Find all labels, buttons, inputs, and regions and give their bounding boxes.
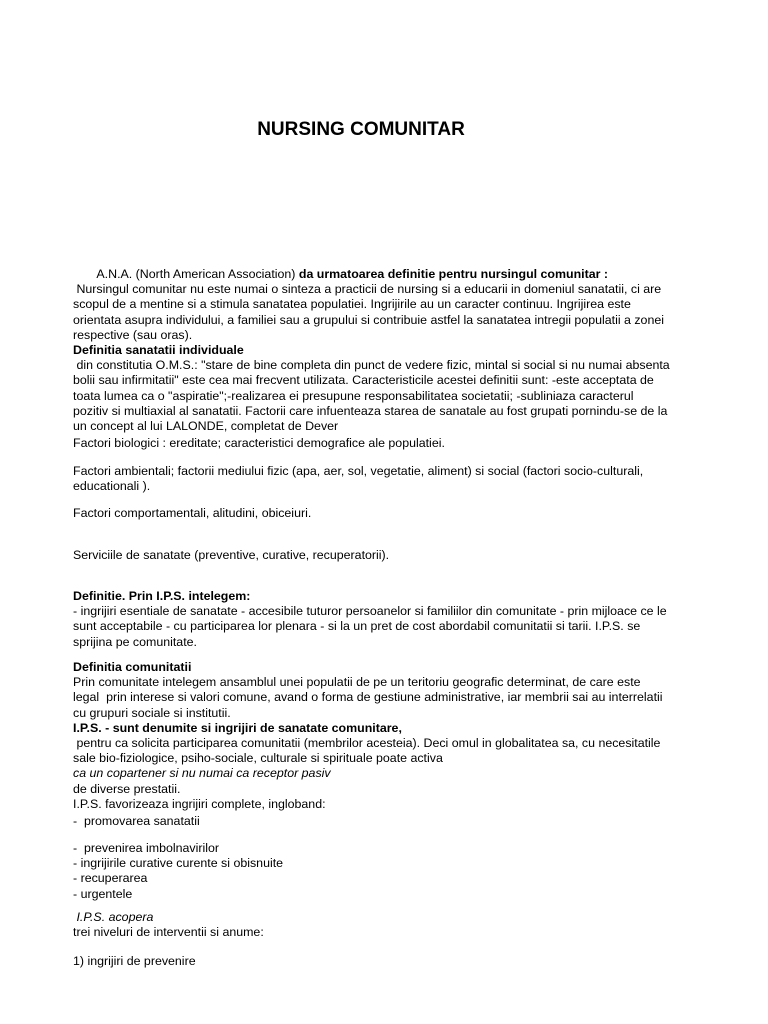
text-line: orientata asupra individului, a familiei sau a grupului si contribuie astfel la sanatatea intregii populatii a zonei	[73, 312, 664, 327]
factor-servicii	[73, 548, 701, 563]
text-line: sale bio-fiziologice, psiho-sociale, culturale si spirituale poate activa	[73, 751, 443, 766]
text-line: bolii sau infirmitatii" este cea mai frecvent utilizata. Caracteristicile acestei definitii sunt: -este acceptata de	[73, 373, 654, 388]
text-line: legal prin interese si valori comune, avand o forma de gestiune administrative, iar membrii sai au interrelatii	[73, 690, 663, 705]
text-line: un concept al lui LALONDE, completat de Dever	[73, 419, 339, 434]
list-promovare	[73, 814, 701, 829]
intro-paragraph	[73, 267, 701, 434]
list-item: - prevenirea imbolnavirilor	[73, 841, 219, 855]
text-line: Prin comunitate intelegem ansamblul unei populatii de pe un teritoriu geografic determinat, de care este	[73, 675, 641, 690]
intervention-list	[73, 841, 701, 902]
level-one	[73, 954, 701, 969]
factor-ambiental	[73, 464, 701, 494]
section-heading-sanatate: Definitia sanatatii individuale	[73, 343, 244, 358]
ips-definition	[73, 589, 701, 650]
document-title: NURSING COMUNITAR	[257, 119, 465, 140]
text-line: Factori biologici : ereditate; caracteristici demografice ale populatiei.	[73, 436, 445, 450]
section-heading-ips: Definitie. Prin I.P.S. intelegem:	[73, 589, 251, 603]
italic-line: ca un copartener si nu numai ca receptor pasiv	[73, 766, 331, 781]
text-line: I.P.S. favorizeaza ingrijiri complete, ingloband:	[73, 796, 326, 811]
text-line: respective (sau oras).	[73, 327, 193, 342]
list-item: 1) ingrijiri de prevenire	[73, 954, 196, 968]
text-line: sunt acceptabile - cu participarea lor plenara - si la un pret de cost abordabil comunitatii si tarii. I.P.S. se	[73, 619, 641, 634]
text-line: Serviciile de sanatate (preventive, curative, recuperatorii).	[73, 548, 390, 562]
text-line: Factori ambientali; factorii mediului fizic (apa, aer, sol, vegetatie, aliment) si social (factori socio-culturali,	[73, 464, 644, 478]
factor-comportamental	[73, 506, 701, 521]
italic-line: I.P.S. acopera	[73, 910, 154, 924]
list-item: - ingrijirile curative curente si obisnuite	[73, 856, 284, 871]
text-line: pentru ca solicita participarea comunitatii (membrilor acesteia). Deci omul in globalitatea sa, cu necesitatile	[73, 736, 661, 751]
intro-lead-line	[73, 267, 701, 282]
text-line: Factori comportamentali, alitudini, obiceiuri.	[73, 506, 312, 520]
intro-lead: A.N.A. (North American Association)	[73, 267, 299, 281]
intro-lead-bold: da urmatoarea definitie pentru nursingul comunitar :	[298, 267, 608, 281]
text-line: de diverse prestatii.	[73, 781, 181, 796]
text-line: pozitiv si multiaxial al sanatatii. Factorii care infuenteaza starea de sanatale au fost grupati pornindu-se de la	[73, 403, 668, 418]
text-line: trei niveluri de interventii si anume:	[73, 925, 264, 940]
factor-biologic	[73, 436, 701, 451]
text-line: toata lumea ca o "aspiratie";-realizarea ei presupune responsabilitatea societatii; -subliniaza caracterul	[73, 388, 634, 403]
list-item: - recuperarea	[73, 871, 148, 886]
section-heading-ips-comunitare: I.P.S. - sunt denumite si ingrijiri de sanatate comunitare,	[73, 720, 402, 735]
community-definition	[73, 660, 701, 812]
list-item: - promovarea sanatatii	[73, 814, 200, 828]
ips-acopera	[73, 910, 701, 940]
text-line: scopul de a mentine si a stimula sanatatea populatiei. Ingrijirile au un caracter continuu. Ingrijirea este	[73, 297, 631, 312]
text-line: Nursingul comunitar nu este numai o sinteza a practicii de nursing si a educarii in domeniul sanatatii, ci are	[73, 282, 662, 297]
list-item: - urgentele	[73, 886, 133, 901]
text-line: - ingrijiri esentiale de sanatate - accesibile tuturor persoanelor si familiilor din comunitate - prin mijloace ce le	[73, 604, 667, 619]
text-line: educationali ).	[73, 479, 151, 494]
text-line: din constitutia O.M.S.: "stare de bine completa din punct de vedere fizic, mintal si social si nu numai absenta	[73, 358, 670, 373]
section-heading-comunitate: Definitia comunitatii	[73, 660, 192, 674]
text-line: cu grupuri sociale si institutii.	[73, 705, 231, 720]
text-line: sprijina pe comunitate.	[73, 634, 197, 649]
